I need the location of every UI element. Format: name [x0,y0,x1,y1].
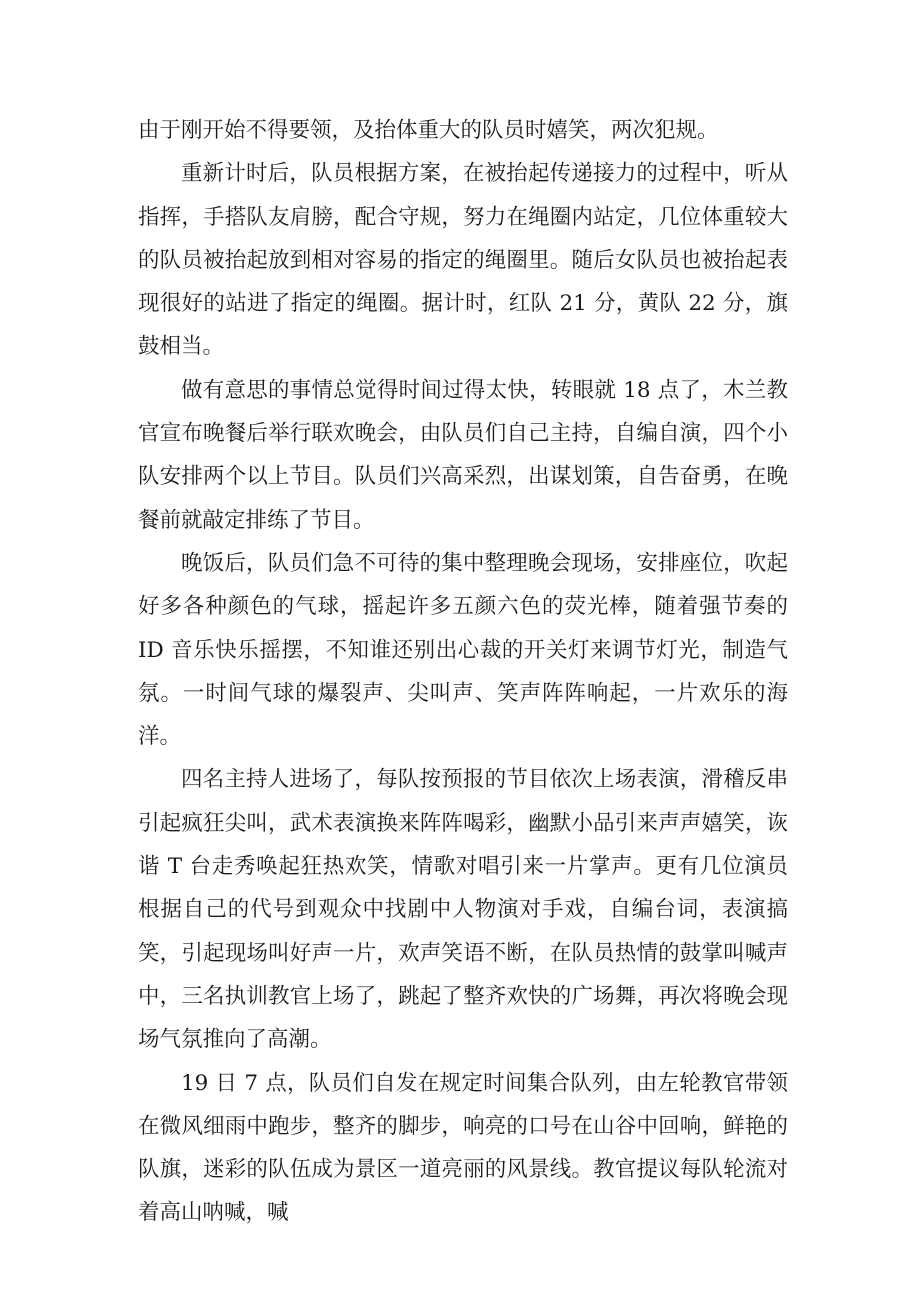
body-text [138,109,788,1235]
paragraph-5: 四名主持人进场了，每队按预报的节目依次上场表演，滑稽反串引起疯狂尖叫，武术表演换来阵阵喝彩，幽默小品引来声声嬉笑，诙谐 T 台走秀唤起狂热欢笑，情歌对唱引来一片掌声。更有几位演员根据自己的代号到观众中找剧中人物演对手戏，自编台词，表演搞笑，引起现场叫好声一片，欢声笑语不断，在队员热情的鼓掌叫喊声中，三名执训教官上场了，跳起了整齐欢快的广场舞，再次将晚会现场气氛推向了高潮。 [138,767,788,1053]
paragraph-6: 19 日 7 点，队员们自发在规定时间集合队列，由左轮教官带领在微风细雨中跑步，整齐的脚步，响亮的口号在山谷中回响，鲜艳的队旗，迷彩的队伍成为景区一道亮丽的风景线。教官提议每队轮流对着高山呐喊，喊 [138,1070,788,1226]
paragraph-1: 由于刚开始不得要领，及抬体重大的队员时嬉笑，两次犯规。 [138,118,719,143]
paragraph-4: 晚饭后，队员们急不可待的集中整理晚会现场，安排座位，吹起好多各种颜色的气球，摇起许多五颜六色的荧光棒，随着强节奏的 ID 音乐快乐摇摆，不知谁还别出心裁的开关灯来调节灯光，制造气氛。一时间气球的爆裂声、尖叫声、笑声阵阵响起，一片欢乐的海洋。 [138,550,788,750]
paragraph-3: 做有意思的事情总觉得时间过得太快，转眼就 18 点了，木兰教官宣布晚餐后举行联欢晚会，由队员们自己主持，自编自演，四个小队安排两个以上节目。队员们兴高采烈，出谋划策，自告奋勇，在晚餐前就敲定排练了节目。 [138,377,788,533]
paragraph-2: 重新计时后，队员根据方案，在被抬起传递接力的过程中，听从指挥，手搭队友肩膀，配合守规，努力在绳圈内站定，几位体重较大的队员被抬起放到相对容易的指定的绳圈里。随后女队员也被抬起表现很好的站进了指定的绳圈。据计时，红队 21 分，黄队 22 分，旗鼓相当。 [138,161,788,360]
